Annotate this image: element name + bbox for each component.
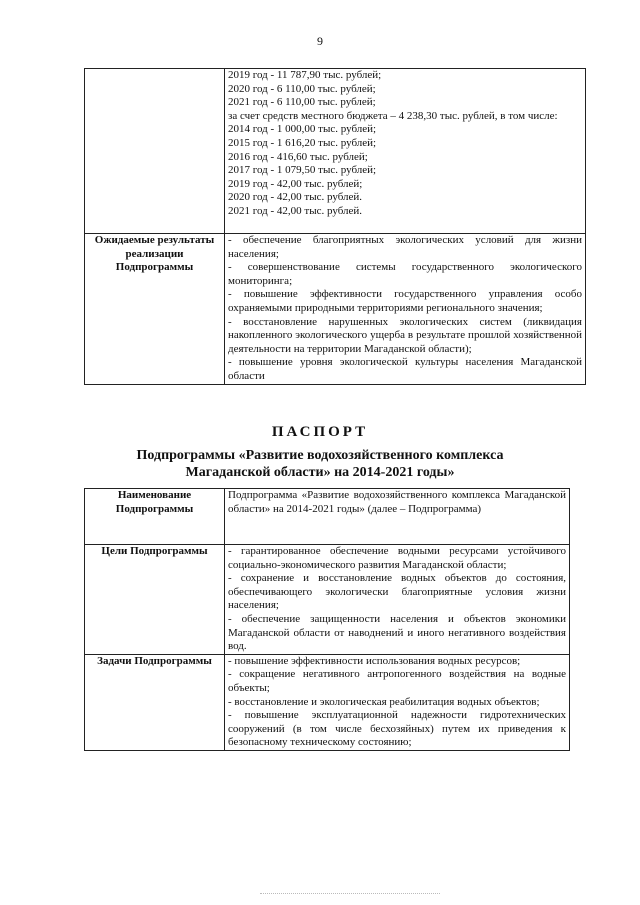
table-row xyxy=(85,654,570,750)
task-line: - повышение эксплуатационной надежности гидротехнических сооружений (в том числе бесхозяйных) путем их приведения к безопасному техническому состоянию; xyxy=(228,709,566,749)
result-line: - совершенствование системы государственного экологического мониторинга; xyxy=(228,261,582,287)
row-label-goals: Цели Подпрограммы xyxy=(85,545,225,655)
passport-subtitle-line: Магаданской области» на 2014-2021 годы» xyxy=(185,465,455,480)
table-row xyxy=(85,545,570,655)
funding-line: 2019 год - 11 787,90 тыс. рублей; xyxy=(228,69,382,81)
task-line: - восстановление и экологическая реабилитация водных объектов; xyxy=(228,695,540,708)
funding-line: 2021 год - 6 110,00 тыс. рублей; xyxy=(228,96,376,109)
table-row xyxy=(85,489,570,545)
funding-results-table xyxy=(84,68,586,385)
funding-line: 2017 год - 1 079,50 тыс. рублей; xyxy=(228,164,377,177)
row-label-tasks: Задачи Подпрограммы xyxy=(85,654,225,750)
funding-line: 2015 год - 1 616,20 тыс. рублей; xyxy=(228,136,377,149)
row-label-expected-results: Ожидаемые результаты реализации Подпрограммы xyxy=(85,234,225,385)
passport-table xyxy=(84,488,570,751)
funding-line: 2019 год - 42,00 тыс. рублей; xyxy=(228,177,363,190)
task-line: - повышение эффективности использования водных ресурсов; xyxy=(228,654,521,667)
table-row xyxy=(85,234,586,385)
passport-subtitle-line: Подпрограммы «Развитие водохозяйственного комплекса xyxy=(136,448,504,463)
goal-line: - обеспечение защищенности населения и объектов экономики Магаданской области от наводнений и иного негативного воздействия вод. xyxy=(228,612,566,653)
task-line: - сокращение негативного антропогенного воздействия на водные объекты; xyxy=(228,668,566,694)
result-line: - обеспечение благоприятных экологических условий для жизни населения; xyxy=(228,234,582,260)
funding-line: 2016 год - 416,60 тыс. рублей; xyxy=(228,150,368,163)
passport-title: ПАСПОРТ xyxy=(271,424,369,440)
table-row xyxy=(85,69,586,234)
funding-line: 2020 год - 42,00 тыс. рублей. xyxy=(228,191,363,204)
funding-line: 2014 год - 1 000,00 тыс. рублей; xyxy=(228,123,377,136)
result-line: - повышение эффективности государственного управления особо охраняемыми природными территориями регионального значения; xyxy=(228,288,582,314)
expected-results-cell xyxy=(225,234,586,385)
funding-cell xyxy=(225,69,586,234)
row-label-empty xyxy=(85,69,225,234)
page-number: 9 xyxy=(317,34,323,48)
funding-line: за счет средств местного бюджета – 4 238,30 тыс. рублей, в том числе: xyxy=(228,109,558,122)
name-cell xyxy=(225,489,570,545)
goal-line: - сохранение и восстановление водных объектов до состояния, обеспечивающего экологически благоприятные условия жизни населения; xyxy=(228,572,566,612)
passport-subtitle xyxy=(0,447,640,481)
goal-line: - гарантированное обеспечение водными ресурсами устойчивого социально-экономического развития Магаданской области; xyxy=(228,545,566,571)
result-line: - повышение уровня экологической культуры населения Магаданской области xyxy=(228,356,582,382)
funding-line: 2020 год - 6 110,00 тыс. рублей; xyxy=(228,82,376,95)
funding-line: 2021 год - 42,00 тыс. рублей. xyxy=(228,204,363,217)
goals-cell xyxy=(225,545,570,655)
row-label-name: Наименование Подпрограммы xyxy=(85,489,225,545)
page-footer-divider xyxy=(260,893,440,894)
result-line: - восстановление нарушенных экологических систем (ликвидация накопленного экологического ущерба в результате прошлой хозяйственной деятельности на территории Магаданской области); xyxy=(228,315,582,355)
tasks-cell xyxy=(225,654,570,750)
name-line: Подпрограмма «Развитие водохозяйственного комплекса Магаданской области» на 2014-2021 годы» (далее – Подпрограмма) xyxy=(228,489,566,515)
